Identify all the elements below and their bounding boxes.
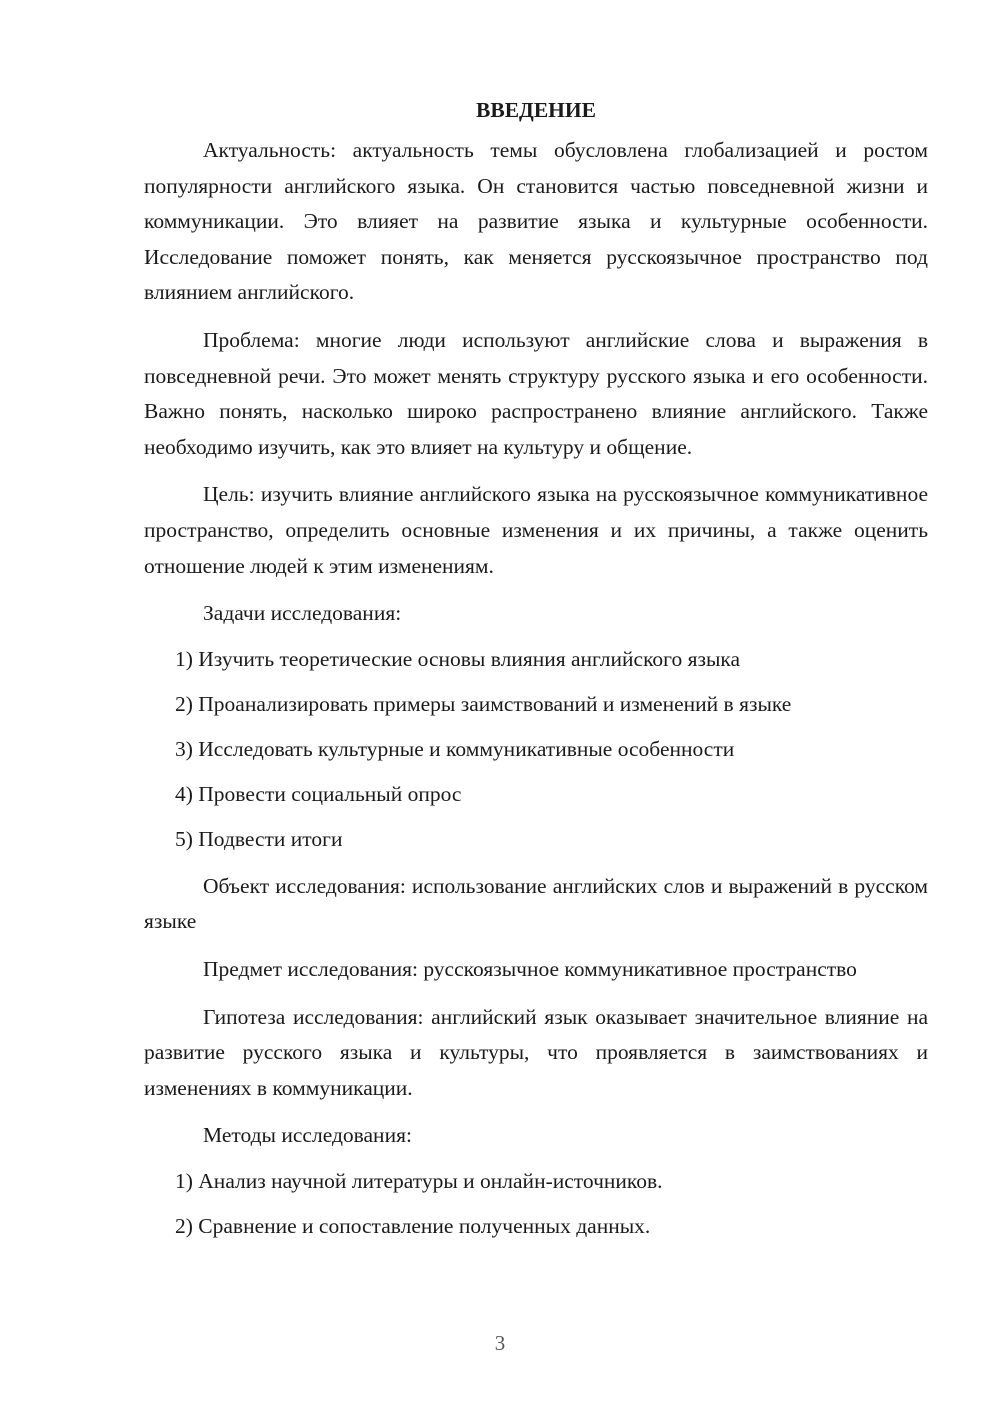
object-paragraph: Объект исследования: использование английских слов и выражений в русском языке [144, 873, 928, 934]
section-heading: ВВЕДЕНИЕ [476, 98, 596, 122]
page-number: 3 [494, 1331, 506, 1355]
task-item: 5) Подвести итоги [175, 826, 343, 851]
method-item: 1) Анализ научной литературы и онлайн-источников. [175, 1168, 663, 1193]
problem-paragraph: Проблема: многие люди используют английские слова и выражения в повседневной речи. Это может менять структуру русского языка и его особенности. Важно понять, насколько широко распространено влияние английского. Также необходимо изучить, как это влияет на культуру и общение. [144, 327, 928, 459]
task-item: 1) Изучить теоретические основы влияния английского языка [175, 646, 741, 671]
tasks-title: Задачи исследования: [203, 601, 402, 626]
methods-title: Методы исследования: [203, 1123, 412, 1148]
page-content [144, 93, 928, 1244]
task-item: 4) Провести социальный опрос [175, 781, 462, 806]
relevance-paragraph: Актуальность: актуальность темы обусловлена глобализацией и ростом популярности английского языка. Он становится частью повседневной жизни и коммуникации. Это влияет на развитие языка и культурные особенности. Исследование поможет понять, как меняется русскоязычное пространство под влиянием английского. [144, 138, 928, 305]
subject-paragraph: Предмет исследования: русскоязычное коммуникативное пространство [203, 956, 857, 981]
goal-paragraph: Цель: изучить влияние английского языка на русскоязычное коммуникативное пространство, определить основные изменения и их причины, а также оценить отношение людей к этим изменениям. [144, 482, 928, 578]
method-item: 2) Сравнение и сопоставление полученных данных. [175, 1213, 651, 1238]
task-item: 2) Проанализировать примеры заимствований и изменений в языке [175, 691, 792, 716]
task-item: 3) Исследовать культурные и коммуникативные особенности [175, 736, 735, 761]
hypothesis-paragraph: Гипотеза исследования: английский язык оказывает значительное влияние на развитие русского языка и культуры, что проявляется в заимствованиях и изменениях в коммуникации. [144, 1004, 928, 1100]
